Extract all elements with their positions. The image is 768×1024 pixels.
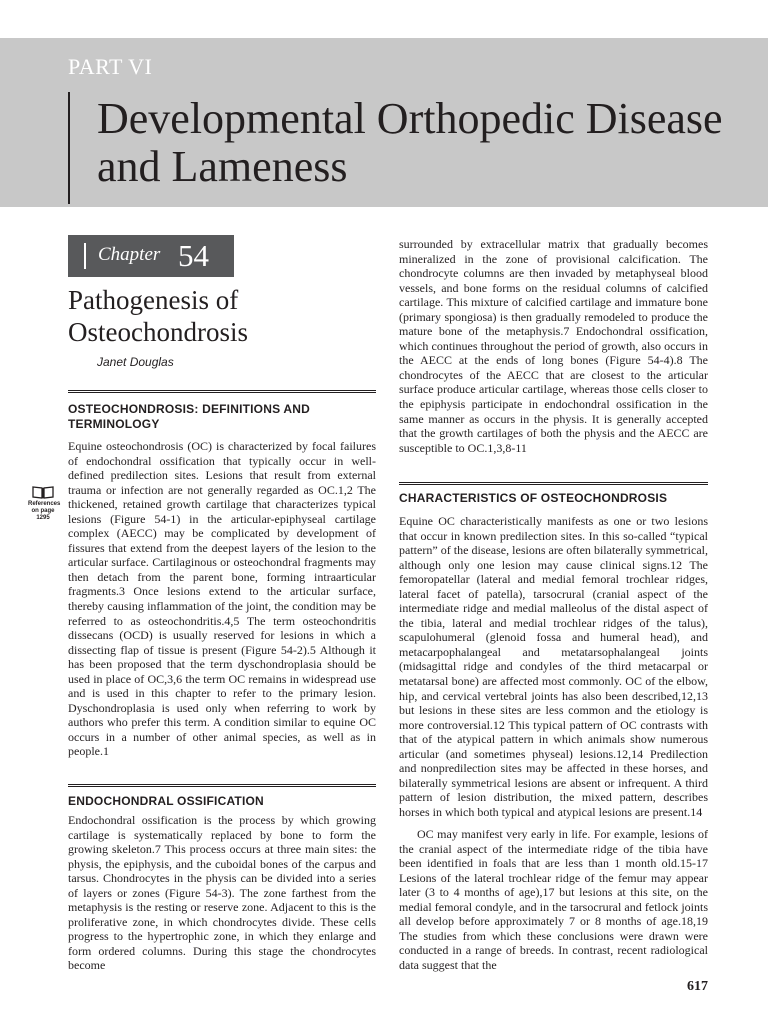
paragraph-definitions: Equine osteochondrosis (OC) is characterized by focal failures of endochondral ossification that typically occur in well-defined predilection sites. Lesions that result from external trauma or infection are not generally regarded as OC.1,2 The thickened, retained growth cartilage that characterizes typical lesions (Figure 54-1) in the articular-epiphyseal cartilage complex (AECC) may be complicated by development of fissures that extend from the deepest layers of the lesion to the articular surface. Cartilaginous or osteochondral fragments may then detach from the parent bone, forming intraarticular fragments.3 Once lesions extend to the articular surface, thereby causing inflammation of the joint, the condition may be referred to as osteochondritis.4,5 The term osteochondritis dissecans (OCD) is usually reserved for lesions in which a dissecting flap of tissue is present (Figure 54-2).5 Although it has been proposed that the term dyschondroplasia should be used in place of OC,3,6 the term OC remains in widespread use and is used in this chapter to refer to the primary lesion. Dyschondroplasia is used only when referring to work by authors who prefer this term. A condition similar to equine OC occurs in a number of other animal species, as well as in people.1	[68, 439, 376, 759]
paragraph-characteristics: Equine OC characteristically manifests as one or two lesions that occur in known predilection sites. In this so-called “typical pattern” of the disease, lesions are often bilaterally symmetrical, although only one lesion may cause clinical signs.12 The femoropatellar (lateral and medial femoral trochlear ridges, lateral facet of patella), tarsocrural (cranial aspect of the intermediate ridge and medial malleolus of the distal aspect of the tibia, lateral and medial trochlear ridges of the talus), scapulohumeral (glenoid fossa and humeral head), and metacarpophalangeal and metatarsophalangeal joints (midsagittal ridge and condyles of the third metacarpal or metatarsal bone) are affected most commonly. OC of the elbow, hip, and cervical vertebral joints has also been described,12,13 but lesions in these sites are less common and the etiology is more controversial.12 This typical pattern of OC contrasts with that of the atypical pattern in which animals show numerous articular (and sometimes physeal) lesions.12,14 Predilection and nonpredilection sites may be affected in these horses, and bilaterally symmetrical lesions are absent or infrequent. A third pattern of lesion distribution, the mixed pattern, describes horses in which both typical and atypical lesions are present.14	[399, 514, 708, 819]
section-heading-definitions: OSTEOCHONDROSIS: DEFINITIONS AND TERMINOLOGY	[68, 402, 310, 431]
part-title-bar	[68, 92, 70, 204]
chapter-title: Pathogenesis of Osteochondrosis	[68, 285, 248, 347]
section-rule	[68, 784, 376, 787]
part-label: PART VI	[68, 54, 153, 79]
section-rule	[399, 482, 708, 485]
paragraph-characteristics-2: OC may manifest very early in life. For example, lesions of the cranial aspect of the intermediate ridge of the tibia have been identified in foals that are less than 1 month old.15-17 Lesions of the lateral trochlear ridge of the femur may appear later (3 to 4 months of age),17 but lesions at this site, on the medial femoral condyle, and in the tarsocrural and fetlock joints all develop before approximately 7 or 8 months of age.18,19 The studies from which these conclusions were drawn were conducted in a range of breeds. In contrast, recent radiological data suggest that the	[399, 827, 708, 972]
paragraph-endochondral-continued: surrounded by extracellular matrix that gradually becomes mineralized in the zone of provisional calcification. The chondrocyte columns are then invaded by metaphyseal blood vessels, and bone forms on the residual columns of calcified cartilage. This mixture of calcified cartilage and immature bone (primary spongiosa) is then gradually remodeled to produce the mature bone of the metaphysis.7 Endochondral ossification, which continues throughout the period of growth, also occurs in the AECC at the ends of long bones (Figure 54-4).8 The chondrocytes of the AECC that are closest to the articular surface produce articular cartilage, whereas those cells closer to the epiphysis participate in endochondral ossification in the same manner as occurs in the physis. It is generally accepted that the growth cartilages of both the physis and the AECC are susceptible to OC.1,3,8-11	[399, 237, 708, 455]
chapter-number: 54	[178, 238, 209, 273]
author: Janet Douglas	[97, 355, 174, 369]
section-heading-characteristics: CHARACTERISTICS OF OSTEOCHONDROSIS	[399, 491, 668, 505]
chapter-label-box	[68, 235, 234, 277]
part-banner	[0, 38, 768, 207]
page-number: 617	[687, 979, 708, 994]
section-heading-endochondral: ENDOCHONDRAL OSSIFICATION	[68, 794, 264, 808]
book-icon	[32, 485, 54, 499]
chapter-word: Chapter	[98, 244, 161, 265]
references-note	[28, 485, 61, 522]
section-rule	[68, 390, 376, 393]
paragraph-endochondral: Endochondral ossification is the process by which growing cartilage is systematically replaced by bone to form the growing skeleton.7 This process occurs at three main sites: the physis, the epiphysis, and the cuboidal bones of the carpus and tarsus. Chondrocytes in the physis can be divided into a series of layers or zones (Figure 54-3). The zone farthest from the metaphysis is the resting or reserve zone. Adjacent to this is the proliferative zone, in which chondrocytes divide. These cells progress to the hypertrophic zone, in which they enlarge and form ordered columns. During this stage the chondrocytes become	[68, 813, 376, 973]
references-note-text: References on page 1295	[28, 501, 61, 521]
chapter-label-bar	[84, 243, 86, 269]
part-title: Developmental Orthopedic Disease and Lameness	[97, 94, 723, 191]
